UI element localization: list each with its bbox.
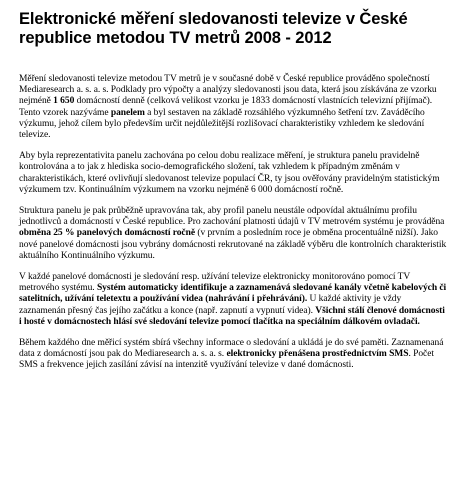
document-body: [19, 74, 447, 372]
text-run: Během každého dne měřicí systém sbírá všechny informace o sledování a ukládá je do své paměti. Zaznamenaná data z domácností jsou pak do Mediaresearch a. s. a. s.: [19, 338, 444, 360]
text-run: (v prvním a posledním roce je obměna procentuálně nižší). Jako nové panelové domácnosti jsou vybrány domácnosti rekrutované na základě výběru dle kontrolních charakteristik aktuálního Kontinuálního výzkumu.: [19, 228, 447, 261]
text-run: a byl sestaven na základě rozsáhlého výzkumného šetření tzv. Zaváděcího výzkumu, jehož cílem bylo především určit nejdůležitější rozlišovací charakteristiky vzhledem ke sledování televize.: [19, 107, 425, 141]
bold-text: Všichni stálí členové domácnosti i hosté v domácnostech hlásí své sledování televize pomocí tlačítka na speciálním dálkovém ovladači.: [19, 305, 445, 327]
text-run: U každé aktivity je vždy zaznamenán přesný čas jejího začátku a konce (např. zapnutí a vypnutí videa).: [19, 294, 402, 316]
text-run: domácností denně (celková velikost vzorku je 1833 domácností vlastnících televizní přijímač). Tento vzorek nazýváme: [19, 96, 433, 118]
bold-text: elektronicky přenášena prostřednictvím SMS: [226, 349, 409, 360]
paragraph-1: [19, 74, 447, 141]
text-run: . Počet SMS a frekvence jejich zasílání závisí na intenzitě využívání televize v dané domácnosti.: [19, 349, 434, 371]
bold-text: 1 650: [53, 96, 75, 107]
text-run: Aby byla reprezentativita panelu zachována po celou dobu realizace měření, je struktura panelu pravidelně kontrolována a to jak z hlediska socio-demografického složení, tak vzhledem k případným změnám v charakteristikách, které ovlivňují sledovanost televize populací ČR, ty jsou ověřovány pravidelným statistickým výzkumem tzv. Kontinuálním výzkumem na vzorku nejméně 6 000 domácností ročně.: [19, 151, 440, 195]
bold-text: obměna 25 % panelových domácností ročně: [19, 228, 196, 239]
text-run: V každé panelové domácnosti je sledování resp. užívání televize elektronicky monitorováno pomocí TV metrového systému.: [19, 272, 411, 294]
text-run: Měření sledovanosti televize metodou TV metrů je v současné době v České republice prováděno společností Mediaresearch a. s. a. s. Podklady pro výpočty a analýzy sledovanosti jsou data, která jsou získávána ze vzorku nejméně: [19, 74, 437, 107]
paragraph-4: [19, 272, 447, 328]
bold-text: panelem: [110, 107, 145, 118]
document-title: Elektronické měření sledovanosti televize v České republice metodou TV metrů 2008 - 2012: [19, 10, 408, 47]
bold-text: Systém automaticky identifikuje a zaznamenává sledované kanály včetně kabelových či satelitních, užívání teletextu a používání videa (nahrávání i přehrávání).: [19, 283, 447, 305]
text-run: Struktura panelu je pak průběžně upravována tak, aby profil panelu neustále odpovídal aktuálnímu profilu jednotlivců a domácností v České republice. Pro zachování platnosti údajů v TV metrovém systému je prováděna: [19, 206, 445, 228]
paragraph-2: [19, 151, 447, 196]
paragraph-5: [19, 338, 447, 372]
paragraph-3: [19, 206, 447, 262]
